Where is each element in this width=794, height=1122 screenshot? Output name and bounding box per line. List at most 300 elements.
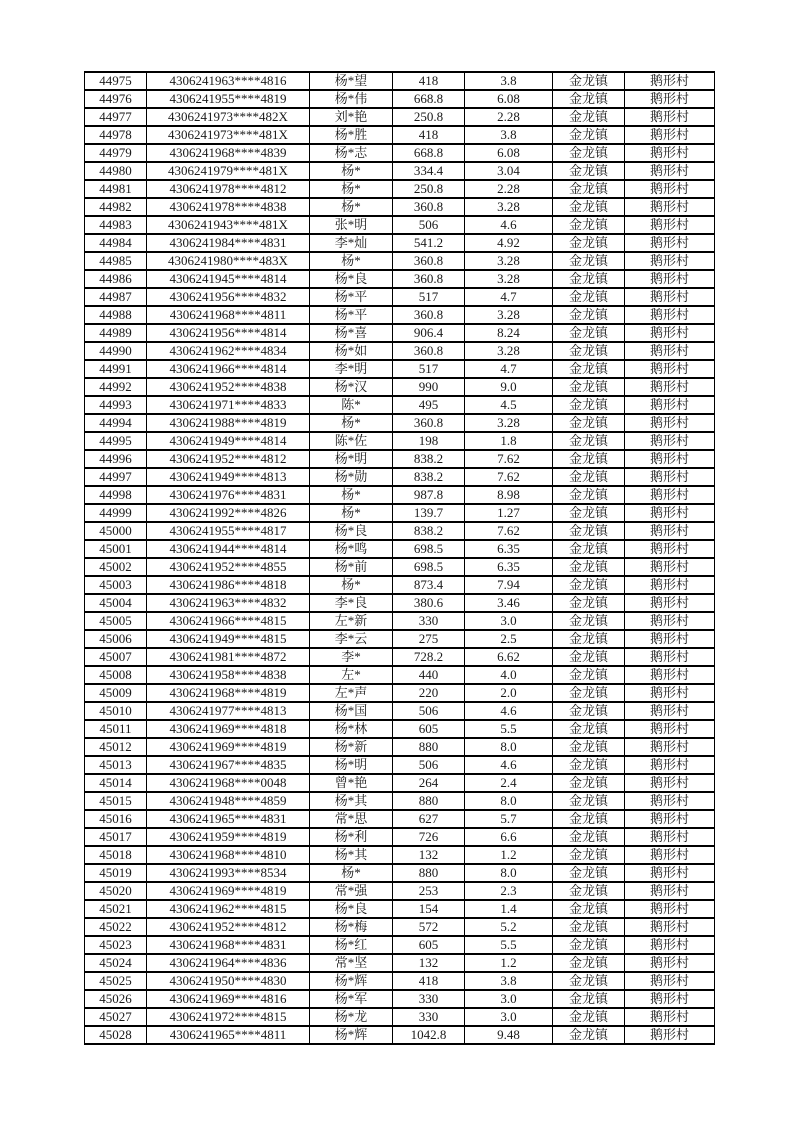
cell-area: 8.0 [465, 738, 553, 756]
cell-area: 3.8 [465, 972, 553, 990]
cell-masked-id: 4306241968****4831 [147, 936, 310, 954]
cell-town: 金龙镇 [553, 144, 625, 162]
cell-village: 鹅形村 [625, 648, 715, 666]
cell-masked-id: 4306241968****4810 [147, 846, 310, 864]
cell-name: 杨*良 [310, 900, 393, 918]
cell-amount: 250.8 [393, 108, 465, 126]
cell-masked-id: 4306241952****4812 [147, 918, 310, 936]
cell-area: 8.0 [465, 864, 553, 882]
cell-village: 鹅形村 [625, 1008, 715, 1026]
cell-area: 3.28 [465, 270, 553, 288]
cell-village: 鹅形村 [625, 486, 715, 504]
cell-masked-id: 4306241964****4836 [147, 954, 310, 972]
cell-village: 鹅形村 [625, 990, 715, 1008]
cell-amount: 605 [393, 936, 465, 954]
cell-village: 鹅形村 [625, 612, 715, 630]
cell-masked-id: 4306241966****4815 [147, 612, 310, 630]
cell-area: 7.62 [465, 468, 553, 486]
cell-seq: 45015 [85, 792, 147, 810]
table-row [85, 558, 715, 576]
cell-name: 杨*军 [310, 990, 393, 1008]
cell-village: 鹅形村 [625, 864, 715, 882]
cell-amount: 440 [393, 666, 465, 684]
cell-amount: 198 [393, 432, 465, 450]
cell-seq: 44997 [85, 468, 147, 486]
cell-seq: 45013 [85, 756, 147, 774]
table-row [85, 576, 715, 594]
table-row [85, 144, 715, 162]
cell-village: 鹅形村 [625, 90, 715, 108]
cell-village: 鹅形村 [625, 216, 715, 234]
cell-village: 鹅形村 [625, 558, 715, 576]
table-row [85, 252, 715, 270]
cell-name: 刘*艳 [310, 108, 393, 126]
cell-area: 3.28 [465, 342, 553, 360]
cell-masked-id: 4306241971****4833 [147, 396, 310, 414]
cell-amount: 880 [393, 864, 465, 882]
cell-village: 鹅形村 [625, 342, 715, 360]
cell-masked-id: 4306241950****4830 [147, 972, 310, 990]
cell-town: 金龙镇 [553, 972, 625, 990]
cell-town: 金龙镇 [553, 540, 625, 558]
cell-town: 金龙镇 [553, 918, 625, 936]
cell-name: 杨*良 [310, 270, 393, 288]
cell-seq: 44985 [85, 252, 147, 270]
cell-seq: 44990 [85, 342, 147, 360]
cell-area: 7.94 [465, 576, 553, 594]
cell-village: 鹅形村 [625, 792, 715, 810]
cell-name: 李*云 [310, 630, 393, 648]
cell-town: 金龙镇 [553, 324, 625, 342]
cell-town: 金龙镇 [553, 180, 625, 198]
cell-seq: 44979 [85, 144, 147, 162]
cell-masked-id: 4306241944****4814 [147, 540, 310, 558]
table-row [85, 954, 715, 972]
cell-area: 3.8 [465, 126, 553, 144]
cell-seq: 45001 [85, 540, 147, 558]
cell-name: 杨*喜 [310, 324, 393, 342]
cell-amount: 873.4 [393, 576, 465, 594]
cell-name: 杨*利 [310, 828, 393, 846]
cell-village: 鹅形村 [625, 162, 715, 180]
cell-amount: 506 [393, 702, 465, 720]
cell-area: 5.7 [465, 810, 553, 828]
table-row [85, 846, 715, 864]
cell-area: 6.08 [465, 90, 553, 108]
cell-village: 鹅形村 [625, 1026, 715, 1044]
cell-masked-id: 4306241988****4819 [147, 414, 310, 432]
cell-town: 金龙镇 [553, 666, 625, 684]
cell-name: 张*明 [310, 216, 393, 234]
cell-masked-id: 4306241945****4814 [147, 270, 310, 288]
table-row [85, 72, 715, 90]
cell-amount: 418 [393, 972, 465, 990]
table-row [85, 702, 715, 720]
cell-amount: 495 [393, 396, 465, 414]
cell-seq: 45025 [85, 972, 147, 990]
cell-area: 3.28 [465, 306, 553, 324]
cell-amount: 880 [393, 738, 465, 756]
table-row [85, 864, 715, 882]
cell-amount: 517 [393, 288, 465, 306]
cell-masked-id: 4306241973****481X [147, 126, 310, 144]
cell-amount: 220 [393, 684, 465, 702]
cell-amount: 668.8 [393, 144, 465, 162]
cell-seq: 45002 [85, 558, 147, 576]
cell-area: 3.0 [465, 1008, 553, 1026]
cell-amount: 1042.8 [393, 1026, 465, 1044]
cell-name: 杨*平 [310, 288, 393, 306]
cell-name: 杨* [310, 180, 393, 198]
cell-village: 鹅形村 [625, 594, 715, 612]
table-row [85, 486, 715, 504]
cell-seq: 45016 [85, 810, 147, 828]
cell-village: 鹅形村 [625, 936, 715, 954]
cell-village: 鹅形村 [625, 576, 715, 594]
cell-name: 杨*明 [310, 450, 393, 468]
cell-area: 4.6 [465, 756, 553, 774]
cell-amount: 330 [393, 990, 465, 1008]
cell-masked-id: 4306241984****4831 [147, 234, 310, 252]
cell-village: 鹅形村 [625, 198, 715, 216]
cell-area: 1.2 [465, 954, 553, 972]
cell-town: 金龙镇 [553, 576, 625, 594]
table-row [85, 288, 715, 306]
cell-masked-id: 4306241963****4832 [147, 594, 310, 612]
cell-village: 鹅形村 [625, 180, 715, 198]
cell-masked-id: 4306241958****4838 [147, 666, 310, 684]
cell-name: 杨*辉 [310, 1026, 393, 1044]
cell-area: 8.98 [465, 486, 553, 504]
cell-village: 鹅形村 [625, 828, 715, 846]
cell-town: 金龙镇 [553, 630, 625, 648]
cell-masked-id: 4306241976****4831 [147, 486, 310, 504]
cell-masked-id: 4306241969****4816 [147, 990, 310, 1008]
cell-name: 杨*志 [310, 144, 393, 162]
table-row [85, 828, 715, 846]
cell-town: 金龙镇 [553, 522, 625, 540]
cell-village: 鹅形村 [625, 108, 715, 126]
cell-town: 金龙镇 [553, 396, 625, 414]
table-row [85, 180, 715, 198]
cell-seq: 44984 [85, 234, 147, 252]
table-row [85, 612, 715, 630]
cell-masked-id: 4306241963****4816 [147, 72, 310, 90]
table-row [85, 306, 715, 324]
cell-village: 鹅形村 [625, 630, 715, 648]
cell-seq: 44986 [85, 270, 147, 288]
cell-masked-id: 4306241959****4819 [147, 828, 310, 846]
cell-amount: 506 [393, 216, 465, 234]
cell-town: 金龙镇 [553, 198, 625, 216]
cell-name: 杨*其 [310, 846, 393, 864]
cell-town: 金龙镇 [553, 450, 625, 468]
cell-masked-id: 4306241962****4815 [147, 900, 310, 918]
cell-village: 鹅形村 [625, 450, 715, 468]
cell-seq: 44994 [85, 414, 147, 432]
table-row [85, 756, 715, 774]
cell-village: 鹅形村 [625, 234, 715, 252]
cell-town: 金龙镇 [553, 432, 625, 450]
table-row [85, 630, 715, 648]
cell-seq: 45021 [85, 900, 147, 918]
cell-area: 3.46 [465, 594, 553, 612]
table-row [85, 720, 715, 738]
cell-amount: 264 [393, 774, 465, 792]
cell-town: 金龙镇 [553, 1026, 625, 1044]
cell-area: 5.2 [465, 918, 553, 936]
cell-area: 3.04 [465, 162, 553, 180]
cell-seq: 45022 [85, 918, 147, 936]
cell-area: 6.62 [465, 648, 553, 666]
cell-seq: 45014 [85, 774, 147, 792]
cell-masked-id: 4306241956****4832 [147, 288, 310, 306]
cell-masked-id: 4306241972****4815 [147, 1008, 310, 1026]
cell-amount: 360.8 [393, 270, 465, 288]
cell-town: 金龙镇 [553, 738, 625, 756]
cell-amount: 698.5 [393, 558, 465, 576]
table-row [85, 936, 715, 954]
cell-village: 鹅形村 [625, 378, 715, 396]
cell-area: 7.62 [465, 450, 553, 468]
cell-name: 杨*胜 [310, 126, 393, 144]
cell-name: 杨*勋 [310, 468, 393, 486]
cell-seq: 44991 [85, 360, 147, 378]
cell-town: 金龙镇 [553, 558, 625, 576]
cell-village: 鹅形村 [625, 702, 715, 720]
cell-town: 金龙镇 [553, 126, 625, 144]
cell-seq: 45023 [85, 936, 147, 954]
cell-seq: 45027 [85, 1008, 147, 1026]
cell-area: 7.62 [465, 522, 553, 540]
cell-town: 金龙镇 [553, 342, 625, 360]
cell-masked-id: 4306241943****481X [147, 216, 310, 234]
cell-area: 9.48 [465, 1026, 553, 1044]
cell-masked-id: 4306241952****4812 [147, 450, 310, 468]
cell-seq: 44995 [85, 432, 147, 450]
cell-name: 李*灿 [310, 234, 393, 252]
cell-masked-id: 4306241955****4819 [147, 90, 310, 108]
cell-seq: 44981 [85, 180, 147, 198]
table-body [85, 72, 715, 1044]
cell-name: 杨*明 [310, 756, 393, 774]
cell-town: 金龙镇 [553, 756, 625, 774]
cell-area: 3.28 [465, 198, 553, 216]
cell-town: 金龙镇 [553, 378, 625, 396]
cell-amount: 360.8 [393, 198, 465, 216]
cell-amount: 275 [393, 630, 465, 648]
cell-area: 2.4 [465, 774, 553, 792]
cell-seq: 45004 [85, 594, 147, 612]
table-row [85, 648, 715, 666]
table-row [85, 810, 715, 828]
cell-town: 金龙镇 [553, 864, 625, 882]
cell-area: 4.7 [465, 360, 553, 378]
cell-village: 鹅形村 [625, 306, 715, 324]
cell-masked-id: 4306241948****4859 [147, 792, 310, 810]
table-row [85, 666, 715, 684]
cell-seq: 44992 [85, 378, 147, 396]
table-row [85, 522, 715, 540]
cell-town: 金龙镇 [553, 774, 625, 792]
cell-area: 4.5 [465, 396, 553, 414]
cell-town: 金龙镇 [553, 792, 625, 810]
cell-town: 金龙镇 [553, 900, 625, 918]
cell-village: 鹅形村 [625, 270, 715, 288]
cell-town: 金龙镇 [553, 504, 625, 522]
cell-town: 金龙镇 [553, 954, 625, 972]
cell-village: 鹅形村 [625, 288, 715, 306]
cell-amount: 541.2 [393, 234, 465, 252]
cell-amount: 987.8 [393, 486, 465, 504]
cell-masked-id: 4306241966****4814 [147, 360, 310, 378]
table-row [85, 162, 715, 180]
table-row [85, 450, 715, 468]
cell-name: 杨* [310, 504, 393, 522]
cell-masked-id: 4306241977****4813 [147, 702, 310, 720]
cell-area: 5.5 [465, 720, 553, 738]
cell-masked-id: 4306241979****481X [147, 162, 310, 180]
cell-name: 杨* [310, 252, 393, 270]
cell-name: 杨* [310, 864, 393, 882]
cell-seq: 44999 [85, 504, 147, 522]
cell-seq: 44993 [85, 396, 147, 414]
cell-area: 9.0 [465, 378, 553, 396]
cell-seq: 44982 [85, 198, 147, 216]
table-row [85, 234, 715, 252]
table-row [85, 918, 715, 936]
cell-name: 杨*其 [310, 792, 393, 810]
cell-amount: 330 [393, 1008, 465, 1026]
cell-area: 1.27 [465, 504, 553, 522]
cell-town: 金龙镇 [553, 720, 625, 738]
cell-amount: 132 [393, 846, 465, 864]
cell-seq: 45008 [85, 666, 147, 684]
cell-amount: 334.4 [393, 162, 465, 180]
cell-name: 杨* [310, 162, 393, 180]
cell-name: 杨*梅 [310, 918, 393, 936]
cell-name: 杨*平 [310, 306, 393, 324]
table-row [85, 216, 715, 234]
cell-area: 8.0 [465, 792, 553, 810]
cell-seq: 45003 [85, 576, 147, 594]
table-row [85, 1026, 715, 1044]
cell-name: 杨*国 [310, 702, 393, 720]
cell-masked-id: 4306241967****4835 [147, 756, 310, 774]
cell-town: 金龙镇 [553, 486, 625, 504]
cell-village: 鹅形村 [625, 540, 715, 558]
cell-name: 杨* [310, 576, 393, 594]
cell-area: 6.08 [465, 144, 553, 162]
cell-name: 杨*如 [310, 342, 393, 360]
cell-town: 金龙镇 [553, 216, 625, 234]
cell-amount: 154 [393, 900, 465, 918]
cell-town: 金龙镇 [553, 288, 625, 306]
cell-village: 鹅形村 [625, 882, 715, 900]
table-row [85, 126, 715, 144]
cell-village: 鹅形村 [625, 522, 715, 540]
cell-seq: 44996 [85, 450, 147, 468]
cell-seq: 44988 [85, 306, 147, 324]
cell-village: 鹅形村 [625, 360, 715, 378]
cell-village: 鹅形村 [625, 126, 715, 144]
cell-town: 金龙镇 [553, 72, 625, 90]
cell-amount: 627 [393, 810, 465, 828]
cell-amount: 418 [393, 126, 465, 144]
cell-seq: 45007 [85, 648, 147, 666]
cell-area: 3.0 [465, 990, 553, 1008]
cell-masked-id: 4306241949****4813 [147, 468, 310, 486]
cell-area: 2.5 [465, 630, 553, 648]
cell-area: 6.35 [465, 540, 553, 558]
cell-masked-id: 4306241993****8534 [147, 864, 310, 882]
cell-town: 金龙镇 [553, 612, 625, 630]
cell-area: 1.4 [465, 900, 553, 918]
cell-village: 鹅形村 [625, 774, 715, 792]
cell-name: 杨*鸣 [310, 540, 393, 558]
cell-seq: 45028 [85, 1026, 147, 1044]
cell-seq: 44987 [85, 288, 147, 306]
cell-masked-id: 4306241968****4811 [147, 306, 310, 324]
cell-area: 2.28 [465, 180, 553, 198]
cell-area: 3.28 [465, 252, 553, 270]
cell-masked-id: 4306241965****4831 [147, 810, 310, 828]
table-row [85, 396, 715, 414]
cell-name: 左*声 [310, 684, 393, 702]
cell-town: 金龙镇 [553, 252, 625, 270]
cell-amount: 253 [393, 882, 465, 900]
cell-seq: 44977 [85, 108, 147, 126]
cell-seq: 45000 [85, 522, 147, 540]
cell-masked-id: 4306241992****4826 [147, 504, 310, 522]
cell-area: 2.28 [465, 108, 553, 126]
cell-name: 左*新 [310, 612, 393, 630]
cell-area: 2.0 [465, 684, 553, 702]
cell-area: 4.6 [465, 702, 553, 720]
cell-village: 鹅形村 [625, 72, 715, 90]
cell-name: 杨*良 [310, 522, 393, 540]
table-row [85, 468, 715, 486]
cell-name: 左* [310, 666, 393, 684]
table-row [85, 504, 715, 522]
table-row [85, 360, 715, 378]
cell-seq: 45026 [85, 990, 147, 1008]
cell-seq: 45019 [85, 864, 147, 882]
cell-name: 杨*汉 [310, 378, 393, 396]
cell-amount: 990 [393, 378, 465, 396]
cell-seq: 44989 [85, 324, 147, 342]
cell-seq: 45011 [85, 720, 147, 738]
table-row [85, 594, 715, 612]
cell-seq: 45005 [85, 612, 147, 630]
cell-town: 金龙镇 [553, 702, 625, 720]
cell-masked-id: 4306241973****482X [147, 108, 310, 126]
cell-seq: 44976 [85, 90, 147, 108]
cell-masked-id: 4306241969****4819 [147, 882, 310, 900]
cell-seq: 45024 [85, 954, 147, 972]
cell-area: 1.2 [465, 846, 553, 864]
cell-town: 金龙镇 [553, 414, 625, 432]
table-row [85, 540, 715, 558]
cell-masked-id: 4306241981****4872 [147, 648, 310, 666]
cell-amount: 838.2 [393, 522, 465, 540]
cell-masked-id: 4306241968****4819 [147, 684, 310, 702]
cell-masked-id: 4306241952****4855 [147, 558, 310, 576]
cell-town: 金龙镇 [553, 108, 625, 126]
cell-name: 杨*新 [310, 738, 393, 756]
cell-area: 5.5 [465, 936, 553, 954]
cell-town: 金龙镇 [553, 270, 625, 288]
